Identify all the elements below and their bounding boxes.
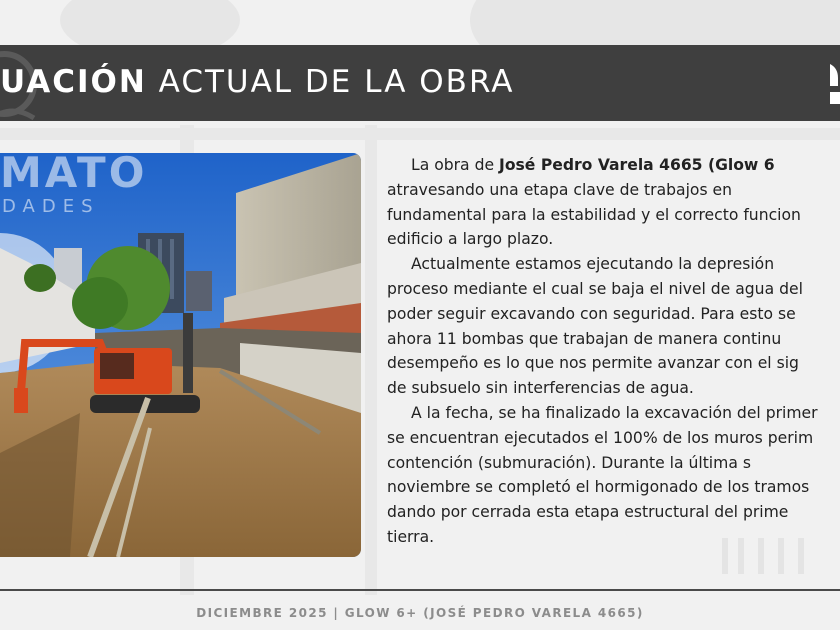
page-title-light: ACTUAL DE LA OBRA (158, 64, 515, 100)
watermark-line2: DADES (2, 196, 100, 217)
paragraph-1 (387, 153, 840, 252)
text-line: ahora 11 bombas que trabajan de manera continu (387, 329, 782, 348)
text-line: contención (submuración). Durante la última s (387, 453, 751, 472)
text-line: atravesando una etapa clave de trabajos en (387, 180, 733, 199)
text-line: La obra de José Pedro Varela 4665 (Glow 6 (411, 156, 775, 174)
text-line: poder seguir excavando con seguridad. Para esto se (387, 304, 796, 323)
text-line: fundamental para la estabilidad y el correcto funcion (387, 205, 801, 224)
brand-mark-icon (826, 64, 840, 106)
brand-watermark (0, 150, 147, 217)
ghost-watermark-icon (718, 532, 838, 582)
page-title (0, 60, 514, 104)
text-line: de subsuelo sin interferencias de agua. (387, 379, 694, 398)
text-line: Actualmente estamos ejecutando la depresión (411, 255, 775, 274)
text-line: tierra. (387, 527, 435, 546)
text-line: A la fecha, se ha finalizado la excavación del primer (411, 403, 818, 422)
paragraph-3 (387, 401, 840, 550)
text-line: noviembre se completó el hormigonado de los tramos (387, 478, 810, 497)
ghost-watermark-corner (718, 532, 838, 593)
page-title-bold: UACIÓN (0, 64, 147, 100)
project-name: José Pedro Varela 4665 (Glow 6 (499, 156, 775, 174)
text-line: desempeño es lo que nos permite avanzar con el sig (387, 354, 799, 373)
text-line: edificio a largo plazo. (387, 230, 554, 249)
text-line: dando por cerrada esta etapa estructural del prime (387, 503, 789, 522)
footer-divider (0, 589, 840, 591)
paragraph-2 (387, 252, 840, 401)
watermark-line1: MATO (0, 148, 148, 197)
footer-caption: DICIEMBRE 2025 | GLOW 6+ (JOSÉ PEDRO VARELA 4665) (196, 606, 644, 620)
text-line: se encuentran ejecutados el 100% de los muros perim (387, 428, 814, 447)
body-text (387, 153, 840, 550)
text-line: proceso mediante el cual se baja el nivel de agua del (387, 279, 803, 298)
